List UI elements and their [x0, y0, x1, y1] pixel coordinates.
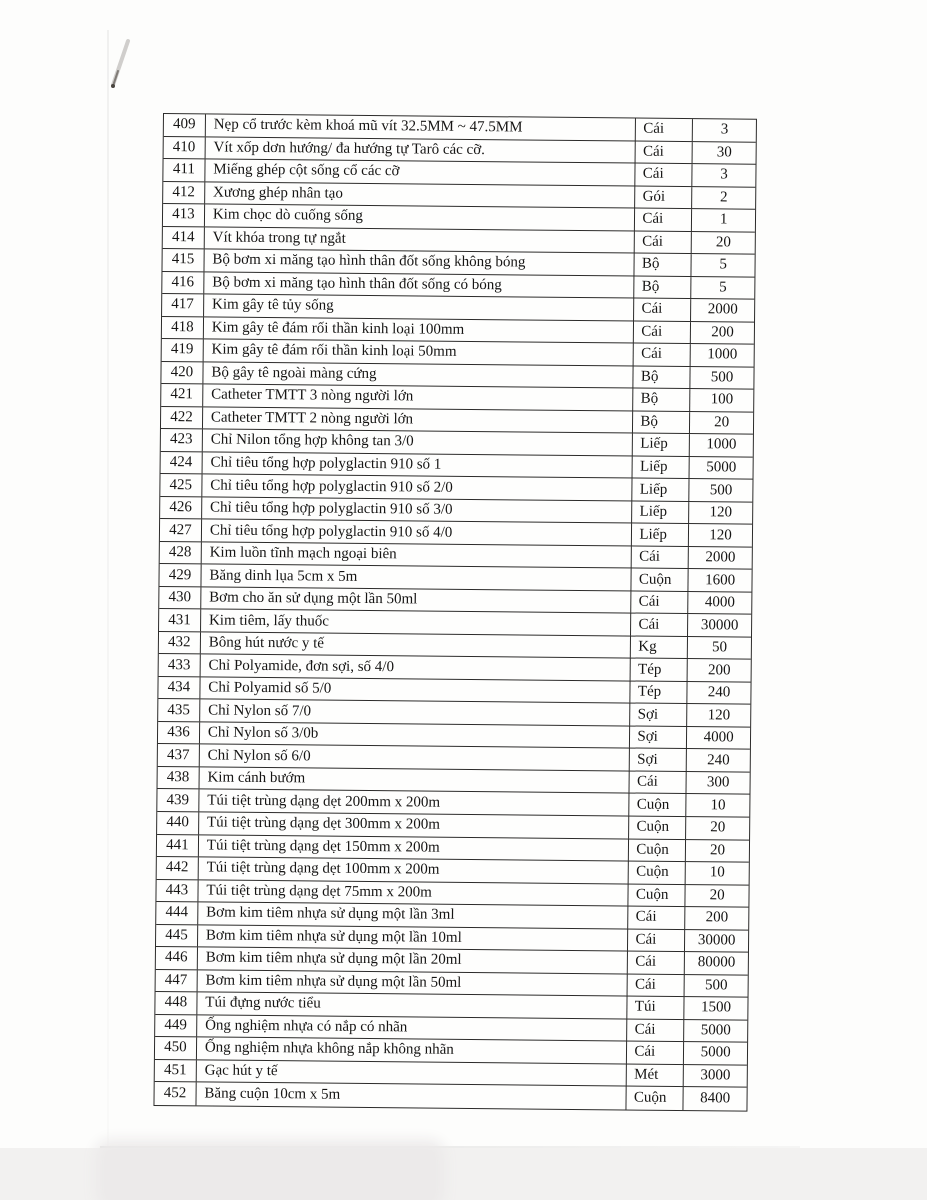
quantity-cell: 5000	[700, 1022, 731, 1039]
quantity-cell: 5	[719, 279, 727, 296]
description-cell: Ống nghiệm nhựa không nắp không nhãn	[197, 1038, 628, 1064]
unit-cell: Cái	[628, 929, 685, 951]
row-number-cell: 437	[158, 744, 200, 766]
quantity-cell: 500	[704, 977, 728, 994]
row-number-cell: 411	[163, 159, 205, 181]
row-number-cell: 450	[155, 1037, 197, 1059]
description-cell: Miếng ghép cột sống cổ các cỡ	[205, 159, 636, 185]
description-cell: Chỉ Nylon số 3/0b	[200, 722, 631, 748]
description-cell: Túi tiệt trùng dạng dẹt 150mm x 200m	[199, 835, 630, 861]
quantity-cell: 20	[714, 414, 730, 431]
unit-cell: Cuộn	[629, 839, 686, 861]
unit-cell: Cuộn	[630, 794, 687, 816]
row-number-cell: 426	[160, 497, 202, 519]
description-cell: Chỉ tiêu tổng hợp polyglactin 910 số 3/0	[202, 497, 633, 523]
row-number-cell: 415	[162, 249, 204, 271]
quantity-cell: 5000	[700, 1044, 731, 1061]
row-number-cell: 427	[160, 519, 202, 541]
row-number-cell: 432	[159, 632, 201, 654]
description-cell: Kim gây tê tủy sống	[204, 295, 635, 321]
description-cell: Kim tiêm, lấy thuốc	[201, 610, 632, 636]
description-cell: Nẹp cổ trước kèm khoá mũ vít 32.5MM ~ 47.5MM	[206, 114, 637, 140]
unit-cell: Cái	[628, 974, 685, 996]
description-cell: Bộ bơm xi măng tạo hình thân đốt sống có bóng	[204, 272, 635, 298]
quantity-cell: 20	[710, 819, 726, 836]
row-number-cell: 420	[161, 362, 203, 384]
quantity-cell: 30000	[700, 616, 739, 634]
unit-cell: Cái	[634, 344, 691, 366]
unit-cell: Cái	[635, 209, 692, 231]
description-cell: Gạc hút y tế	[197, 1060, 628, 1086]
row-number-cell: 425	[160, 474, 202, 496]
unit-cell: Liếp	[633, 479, 690, 501]
row-number-cell: 452	[154, 1082, 196, 1105]
quantity-cell: 5000	[706, 459, 737, 476]
unit-cell: Gói	[636, 186, 693, 208]
unit-cell: Sợi	[630, 749, 687, 771]
description-cell: Chỉ tiêu tổng hợp polyglactin 910 số 4/0	[202, 520, 633, 546]
quantity-cell: 20	[709, 842, 726, 859]
unit-cell: Liếp	[633, 456, 690, 478]
row-number-cell: 442	[157, 857, 199, 879]
quantity-cell: 3000	[700, 1067, 731, 1084]
description-cell: Băng dinh lụa 5cm x 5m	[201, 565, 632, 591]
unit-cell: Tép	[631, 659, 688, 681]
unit-cell: Cái	[632, 546, 689, 568]
quantity-cell: 200	[705, 909, 729, 926]
row-number-cell: 419	[162, 339, 204, 361]
quantity-cell: 4000	[704, 594, 736, 611]
row-number-cell: 412	[163, 182, 205, 204]
row-number-cell: 417	[162, 294, 204, 316]
row-number-cell: 431	[159, 609, 201, 631]
description-cell: Bơm kim tiêm nhựa sử dụng một lần 10ml	[198, 925, 629, 951]
quantity-cell: 300	[706, 774, 730, 791]
unit-cell: Cái	[630, 771, 687, 793]
unit-cell: Cái	[629, 907, 686, 929]
description-cell: Bơm kim tiêm nhựa sử dụng một lần 3ml	[198, 902, 629, 928]
unit-cell: Sợi	[631, 704, 688, 726]
quantity-cell: 240	[707, 684, 731, 701]
description-cell: Vít khóa trong tự ngắt	[205, 227, 636, 253]
row-number-cell: 421	[161, 384, 203, 406]
description-cell: Chỉ Nylon số 7/0	[200, 700, 631, 726]
quantity-cell: 80000	[697, 954, 736, 971]
row-number-cell: 446	[156, 947, 198, 969]
quantity-cell: 30	[716, 144, 732, 161]
quantity-cell: 20	[715, 234, 731, 251]
row-number-cell: 434	[158, 677, 200, 699]
description-cell: Bông hút nước y tế	[201, 632, 632, 658]
quantity-cell: 120	[709, 504, 733, 521]
row-number-cell: 428	[160, 542, 202, 564]
description-cell: Ống nghiệm nhựa có nắp có nhãn	[197, 1015, 628, 1041]
description-cell: Bơm kim tiêm nhựa sử dụng một lần 20ml	[198, 947, 629, 973]
description-cell: Kim cánh bướm	[199, 767, 630, 793]
description-cell: Chỉ Nilon tổng hợp không tan 3/0	[203, 430, 634, 456]
row-number-cell: 438	[158, 767, 200, 789]
row-number-cell: 440	[157, 812, 199, 834]
unit-cell: Liếp	[632, 501, 689, 523]
unit-cell: Túi	[628, 997, 685, 1019]
row-number-cell: 436	[158, 722, 200, 744]
description-cell: Bộ bơm xi măng tạo hình thân đốt sống không bóng	[204, 249, 635, 275]
unit-cell: Cái	[636, 141, 693, 163]
unit-cell: Cái	[634, 299, 691, 321]
row-number-cell: 448	[155, 992, 197, 1014]
quantity-cell: 20	[709, 887, 725, 904]
row-number-cell: 413	[163, 204, 205, 226]
unit-cell: Cuộn	[629, 862, 686, 884]
quantity-cell: 5	[719, 256, 728, 273]
row-number-cell: 451	[155, 1060, 197, 1082]
unit-cell: Cái	[636, 119, 693, 141]
row-number-cell: 414	[163, 227, 205, 249]
row-number-cell: 423	[161, 429, 203, 451]
description-cell: Bộ gây tê ngoài màng cứng	[203, 362, 634, 388]
quantity-cell: 2000	[705, 549, 736, 566]
row-number-cell: 433	[159, 654, 201, 676]
unit-cell: Liếp	[632, 524, 689, 546]
unit-cell: Cái	[628, 1019, 685, 1041]
unit-cell: Bộ	[635, 276, 692, 298]
unit-cell: Kg	[631, 636, 688, 658]
row-number-cell: 422	[161, 407, 203, 429]
unit-cell: Bộ	[633, 411, 690, 433]
description-cell: Túi tiệt trùng dạng dẹt 100mm x 200m	[199, 857, 630, 883]
quantity-cell: 1	[719, 211, 728, 228]
description-cell: Xương ghép nhân tạo	[205, 182, 636, 208]
description-cell: Túi tiệt trùng dạng dẹt 300mm x 200m	[199, 812, 630, 838]
row-number-cell: 449	[155, 1015, 197, 1037]
unit-cell: Cái	[628, 952, 685, 974]
quantity-cell: 200	[707, 661, 731, 679]
quantity-cell: 120	[707, 706, 731, 724]
quantity-cell: 120	[709, 526, 732, 544]
unit-cell: Liếp	[633, 434, 690, 456]
quantity-cell: 1600	[705, 571, 736, 589]
description-cell: Chỉ Nylon số 6/0	[200, 745, 631, 771]
quantity-cell: 1000	[706, 436, 737, 453]
description-cell: Chỉ tiêu tổng hợp polyglactin 910 số 1	[202, 452, 633, 478]
description-cell: Chỉ tiêu tổng hợp polyglactin 910 số 2/0	[202, 475, 633, 501]
quantity-cell: 100	[710, 391, 734, 408]
description-cell: Kim chọc dò cuống sống	[205, 204, 636, 230]
row-number-cell: 443	[156, 880, 198, 902]
unit-cell: Cuộn	[632, 569, 689, 591]
quantity-cell: 4000	[703, 729, 734, 746]
description-cell: Catheter TMTT 3 nòng người lớn	[203, 385, 634, 411]
row-number-cell: 429	[159, 564, 201, 586]
row-number-cell: 410	[164, 137, 206, 159]
row-number-cell: 447	[156, 970, 198, 992]
row-number-cell: 409	[164, 114, 206, 136]
quantity-cell: 8400	[700, 1090, 731, 1107]
quantity-cell: 10	[709, 864, 725, 881]
unit-cell: Cuộn	[629, 884, 686, 906]
pen-mark-artifact	[95, 33, 145, 95]
quantity-cell: 1500	[700, 999, 732, 1016]
unit-cell: Bộ	[634, 389, 691, 411]
scan-shadow	[105, 1150, 435, 1200]
quantity-cell: 240	[707, 751, 730, 769]
unit-cell: Tép	[631, 681, 688, 703]
description-cell: Bơm cho ăn sử dụng một lần 50ml	[201, 587, 632, 613]
unit-cell: Cái	[631, 614, 688, 636]
quantity-cell: 500	[710, 369, 734, 386]
description-cell: Chỉ Polyamide, đơn sợi, số 4/0	[200, 655, 631, 681]
unit-cell: Cái	[634, 321, 691, 343]
unit-cell: Sợi	[630, 726, 687, 748]
row-number-cell: 441	[157, 834, 199, 856]
page-bottom-edge	[100, 1146, 800, 1148]
quantity-cell: 3	[720, 121, 729, 138]
quantity-cell: 30000	[697, 931, 736, 949]
description-cell: Băng cuộn 10cm x 5m	[196, 1083, 627, 1110]
description-cell: Kim gây tê đám rối thần kinh loại 100mm	[204, 317, 635, 343]
row-number-cell: 416	[162, 272, 204, 294]
description-cell: Bơm kim tiêm nhựa sử dụng một lần 50ml	[197, 970, 628, 996]
quantity-cell: 2	[720, 189, 728, 206]
unit-cell: Cuộn	[627, 1087, 684, 1110]
table-row	[154, 1082, 746, 1110]
row-number-cell: 444	[156, 902, 198, 924]
row-number-cell: 439	[157, 789, 199, 811]
row-number-cell: 445	[156, 925, 198, 947]
quantity-cell: 3	[720, 166, 728, 183]
unit-cell: Bộ	[634, 366, 691, 388]
description-cell: Túi đựng nước tiểu	[197, 992, 628, 1018]
description-cell: Kim gây tê đám rối thần kinh loại 50mm	[203, 340, 634, 366]
quantity-cell: 200	[711, 324, 734, 341]
row-number-cell: 435	[158, 699, 200, 721]
description-cell: Chỉ Polyamid số 5/0	[200, 677, 631, 703]
description-cell: Túi tiệt trùng dạng dẹt 75mm x 200m	[198, 880, 629, 906]
description-cell: Vít xốp dơn hướng/ đa hướng tự Tarô các cỡ.	[205, 137, 636, 163]
quantity-cell: 10	[710, 797, 726, 814]
row-number-cell: 424	[161, 452, 203, 474]
description-cell: Kim luồn tĩnh mạch ngoại biên	[202, 542, 633, 568]
quantity-cell: 1000	[707, 346, 738, 363]
row-number-cell: 418	[162, 317, 204, 339]
unit-cell: Bộ	[635, 254, 692, 276]
unit-cell: Mét	[627, 1064, 684, 1086]
unit-cell: Cái	[627, 1042, 684, 1064]
description-cell: Túi tiệt trùng dạng dẹt 200mm x 200m	[199, 790, 630, 816]
page-left-edge	[107, 30, 109, 1146]
row-number-cell: 430	[159, 587, 201, 609]
quantity-cell: 2000	[707, 301, 738, 318]
unit-cell: Cái	[635, 231, 692, 253]
quantity-cell: 500	[709, 481, 733, 498]
unit-cell: Cái	[632, 591, 689, 613]
description-cell: Catheter TMTT 2 nòng người lớn	[203, 407, 634, 433]
unit-cell: Cuộn	[629, 816, 686, 838]
unit-cell: Cái	[636, 164, 693, 186]
quantity-cell: 50	[711, 639, 728, 656]
supplies-table	[153, 113, 757, 1112]
